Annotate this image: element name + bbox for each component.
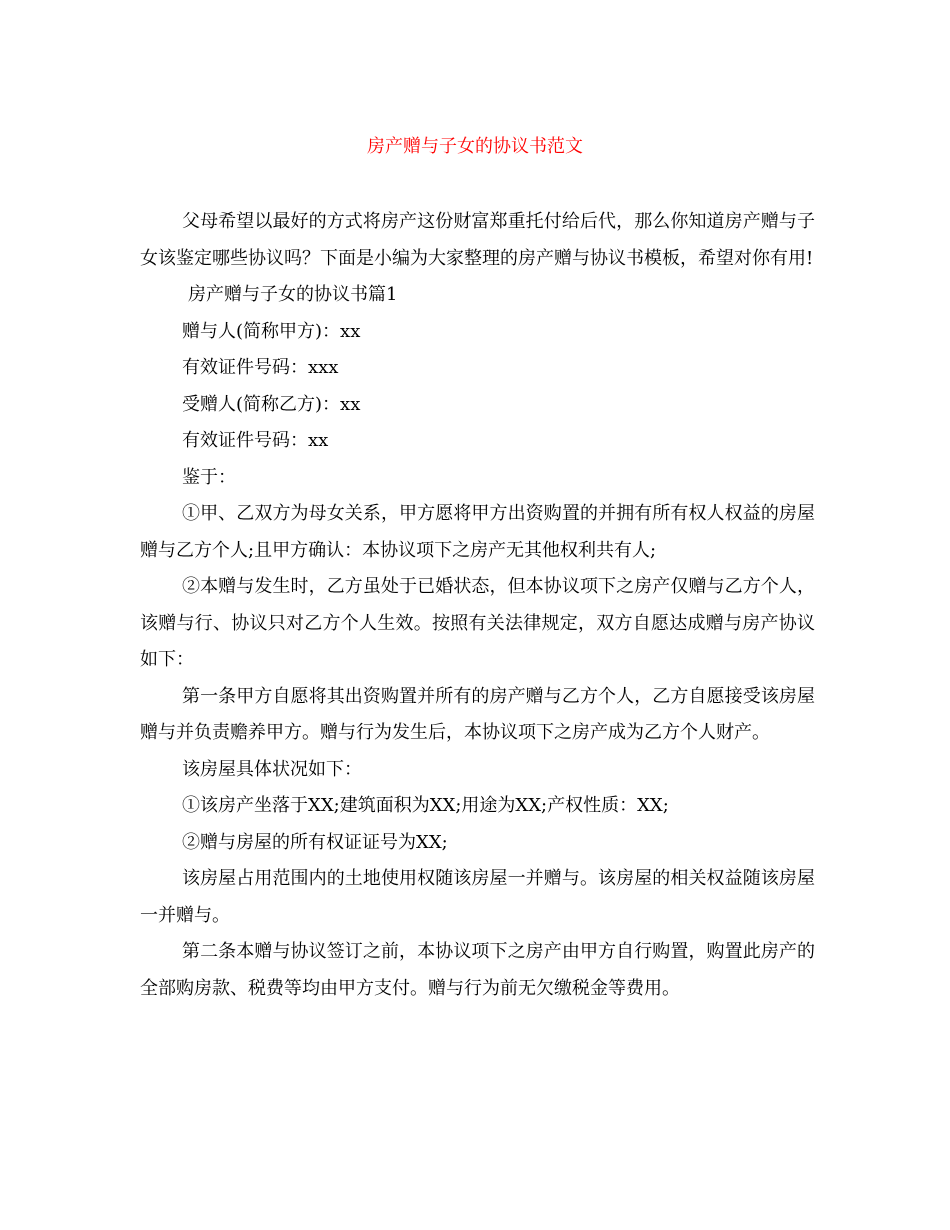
recital-2: ②本赠与发生时，乙方虽处于已婚状态，但本协议项下之房产仅赠与乙方个人，该赠与行、协议只对乙方个人生效。按照有关法律规定，双方自愿达成赠与房产协议如下：	[140, 576, 815, 670]
donor-id-line: 有效证件号码：xxx	[182, 357, 339, 378]
property-status-heading: 该房屋具体状况如下：	[182, 758, 362, 780]
property-detail-2: ②赠与房屋的所有权证证号为XX;	[182, 831, 448, 853]
document-body	[140, 204, 815, 1007]
donor-line: 赠与人(简称甲方)：xx	[182, 320, 361, 342]
recital-1: ①甲、乙双方为母女关系，甲方愿将甲方出资购置的并拥有所有权人权益的房屋赠与乙方个人;且甲方确认：本协议项下之房产无其他权利共有人;	[140, 503, 815, 561]
donee-id-line: 有效证件号码：xx	[182, 430, 329, 451]
property-detail-1: ①该房产坐落于XX;建筑面积为XX;用途为XX;产权性质：XX;	[182, 795, 669, 816]
document-title: 房产赠与子女的协议书范文	[367, 136, 583, 157]
land-use-paragraph: 该房屋占用范围内的土地使用权随该房屋一并赠与。该房屋的相关权益随该房屋一并赠与。	[140, 868, 815, 926]
article-1: 第一条甲方自愿将其出资购置并所有的房产赠与乙方个人，乙方自愿接受该房屋赠与并负责赡养甲方。赠与行为发生后，本协议项下之房产成为乙方个人财产。	[140, 685, 815, 743]
donee-line: 受赠人(简称乙方)：xx	[182, 393, 361, 415]
article-2: 第二条本赠与协议签订之前，本协议项下之房产由甲方自行购置，购置此房产的全部购房款、税费等均由甲方支付。赠与行为前无欠缴税金等费用。	[140, 941, 815, 999]
intro-paragraph: 父母希望以最好的方式将房产这份财富郑重托付给后代，那么你知道房产赠与子女该鉴定哪些协议吗？下面是小编为大家整理的房产赠与协议书模板，希望对你有用!	[140, 211, 815, 269]
whereas-line: 鉴于：	[182, 466, 236, 488]
section-heading: 房产赠与子女的协议书篇1	[188, 284, 398, 305]
